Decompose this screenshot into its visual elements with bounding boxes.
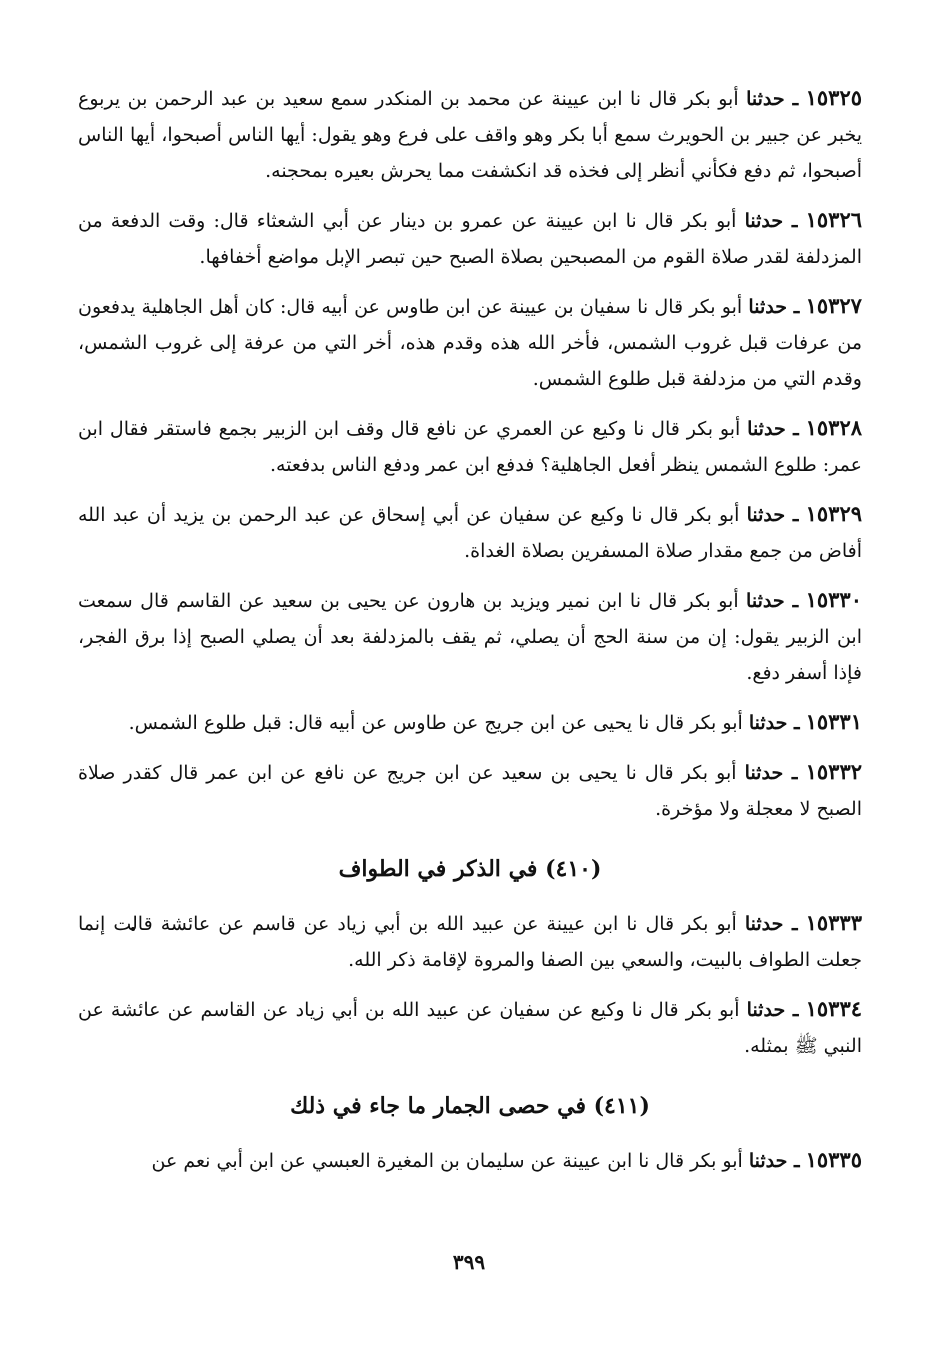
hadith-lead: ـ حدثنا xyxy=(744,762,798,784)
hadith-entry xyxy=(78,704,862,741)
entries-group-3 xyxy=(78,1142,862,1179)
hadith-text: أبو بكر قال نا ابن عيينة عن محمد بن المنكدر سمع سعيد بن عبد الرحمن بن يربوع يخبر عن جبير بن الحويرث سمع أبا بكر وهو واقف على فرع وهو يقول: أيها الناس أصبحوا، أيها الناس أصبحوا، ثم دفع فكأني أنظر إلى فخذه قد انكشفت مما يحرش بعيره بمحجنه. xyxy=(78,88,862,182)
hadith-text: أبو بكر قال نا ابن عيينة عن عبيد الله بن أبي زياد عن قاسم عن عائشة قالت إنما جعلت الطواف بالبيت، والسعي بين الصفا والمروة لإقامة ذكر الله. xyxy=(78,913,862,971)
hadith-lead: ـ حدثنا xyxy=(747,418,799,440)
hadith-entry xyxy=(78,991,862,1064)
hadith-text: أبو بكر قال نا يحيى عن ابن جريج عن طاوس عن أبيه قال: قبل طلوع الشمس. xyxy=(128,712,743,734)
entries-group-1 xyxy=(78,80,862,827)
hadith-lead: ـ حدثنا xyxy=(744,913,798,935)
hadith-entry xyxy=(78,202,862,275)
page-number: ٣٩٩ xyxy=(452,1250,486,1274)
hadith-lead: ـ حدثنا xyxy=(746,999,799,1021)
hadith-lead: ـ حدثنا xyxy=(748,296,800,318)
hadith-entry xyxy=(78,1142,862,1179)
hadith-number: ١٥٣٣٤ xyxy=(805,996,863,1021)
hadith-number: ١٥٣٢٦ xyxy=(805,207,863,232)
hadith-lead: ـ حدثنا xyxy=(746,504,799,526)
hadith-text: أبو بكر قال نا ابن عيينة عن عمرو بن دينار عن أبي الشعثاء قال: وقت الدفعة من المزدلفة لقدر صلاة القوم من المصبحين بصلاة الصبح حين تبصر الإبل مواضع أخفافها. xyxy=(78,210,862,268)
hadith-entry xyxy=(78,410,862,483)
hadith-number: ١٥٣٣٣ xyxy=(805,910,862,935)
hadith-number: ١٥٣٢٨ xyxy=(805,415,863,440)
chapter-heading-411: (٤١١) في حصى الجمار ما جاء في ذلك xyxy=(290,1093,650,1119)
hadith-number: ١٥٣٣٥ xyxy=(805,1147,862,1172)
hadith-text: أبو بكر قال نا يحيى بن سعيد عن ابن جريج عن نافع عن ابن عمر قال كقدر صلاة الصبح لا معجلة ولا مؤخرة. xyxy=(78,762,862,820)
hadith-number: ١٥٣٢٥ xyxy=(805,85,863,110)
hadith-lead: ـ حدثنا xyxy=(744,210,798,232)
hadith-text: أبو بكر قال نا ابن نمير ويزيد بن هارون عن يحيى بن سعيد عن القاسم قال سمعت ابن الزبير يقول: إن من سنة الحج أن يصلي، ثم يقف بالمزدلفة بعد أن يصلي الصبح إذا برق الفجر، فإذا أسفر دفع. xyxy=(78,590,862,684)
hadith-number: ١٥٣٣١ xyxy=(805,709,862,734)
hadith-entry xyxy=(78,582,862,691)
hadith-number: ١٥٣٢٧ xyxy=(805,293,862,318)
hadith-entry xyxy=(78,288,862,397)
chapter-heading-410: (٤١٠) في الذكر في الطواف xyxy=(338,856,602,882)
hadith-text: أبو بكر قال نا وكيع عن سفيان عن عبيد الله بن أبي زياد عن القاسم عن عائشة عن النبي ﷺ بمثله. xyxy=(78,999,862,1057)
hadith-entry xyxy=(78,496,862,569)
hadith-number: ١٥٣٣٠ xyxy=(805,587,862,612)
page-body xyxy=(78,80,862,1192)
hadith-number: ١٥٣٢٩ xyxy=(805,501,863,526)
hadith-text: أبو بكر قال نا ابن عيينة عن سليمان بن المغيرة العبسي عن ابن أبي نعم عن xyxy=(151,1150,743,1172)
hadith-text: أبو بكر قال نا وكيع عن سفيان عن أبي إسحاق عن عبد الرحمن بن يزيد أن عبد الله أفاض من جمع مقدار صلاة المسفرين بصلاة الغداة. xyxy=(78,504,862,562)
hadith-number: ١٥٣٣٢ xyxy=(805,759,863,784)
entries-group-2 xyxy=(78,905,862,1064)
hadith-lead: ـ حدثنا xyxy=(746,88,799,110)
hadith-text: أبو بكر قال نا وكيع عن العمري عن نافع قال وقف ابن الزبير بجمع فاستقر فقال ابن عمر: طلوع الشمس ينظر أفعل الجاهلية؟ فدفع ابن عمر ودفع الناس بدفعته. xyxy=(78,418,862,476)
hadith-lead: ـ حدثنا xyxy=(746,590,799,612)
hadith-lead: ـ حدثنا xyxy=(748,1150,800,1172)
hadith-entry xyxy=(78,754,862,827)
hadith-lead: ـ حدثنا xyxy=(748,712,800,734)
hadith-text: أبو بكر قال نا سفيان بن عيينة عن ابن طاوس عن أبيه قال: كان أهل الجاهلية يدفعون من عرفات قبل غروب الشمس، فأخر الله هذه وقدم هذه، أخر التي من عرفة إلى غروب الشمس، وقدم التي من مزدلفة قبل طلوع الشمس. xyxy=(78,296,862,390)
hadith-entry xyxy=(78,905,862,978)
hadith-entry xyxy=(78,80,862,189)
